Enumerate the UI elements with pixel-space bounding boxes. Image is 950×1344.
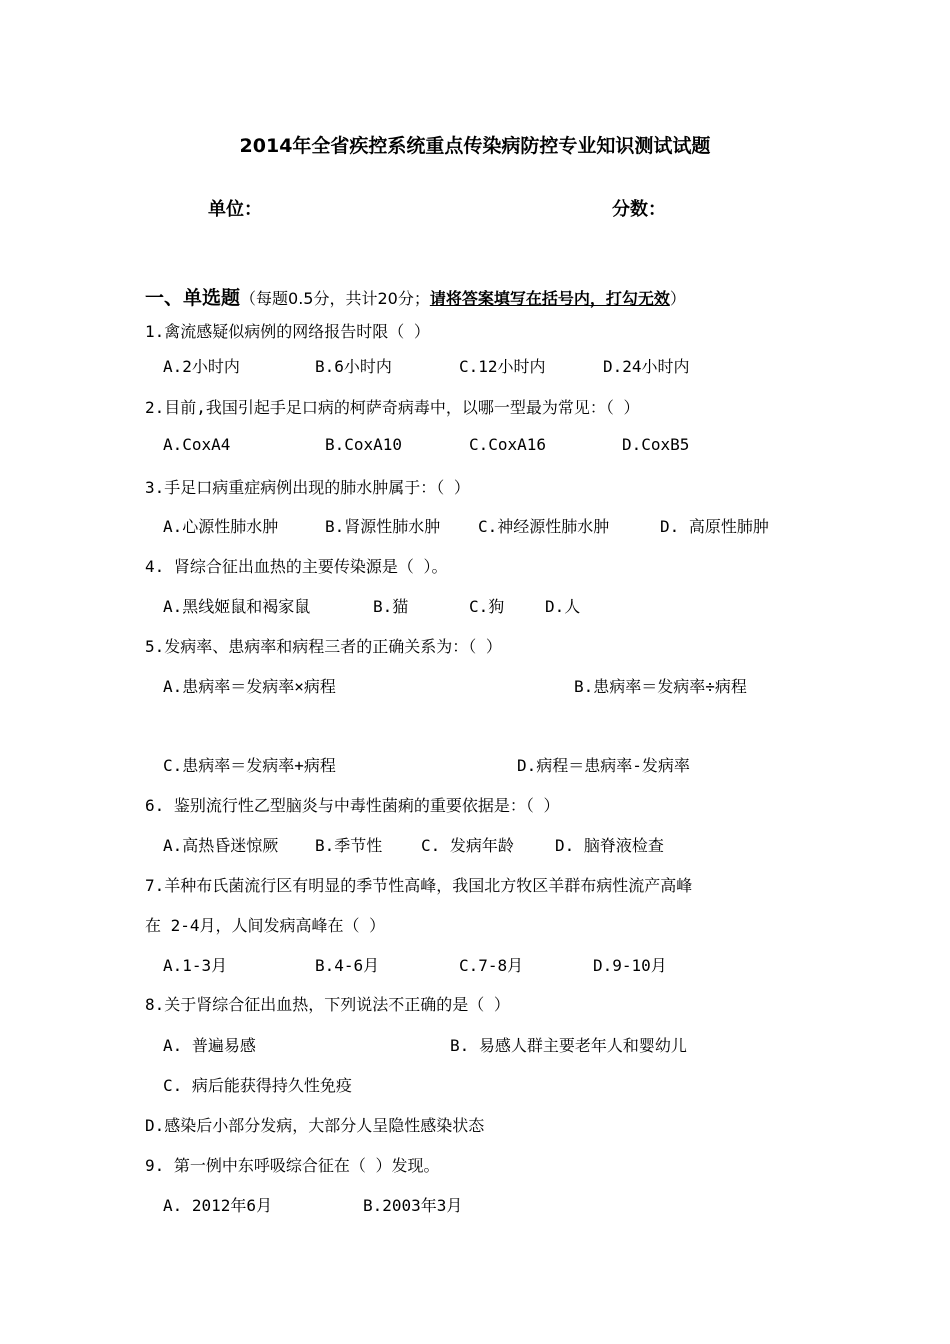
question-8: 8.关于肾综合征出血热，下列说法不正确的是（ ） bbox=[145, 995, 510, 1014]
q6-option-d: D. 脑脊液检查 bbox=[555, 836, 664, 855]
score-label: 分数： bbox=[612, 199, 666, 220]
q3-option-d: D. 高原性肺肿 bbox=[660, 517, 769, 536]
q3-option-a: A.心源性肺水肿 bbox=[163, 517, 279, 536]
q7-option-d: D.9-10月 bbox=[593, 956, 667, 975]
q4-option-d: D.人 bbox=[545, 597, 581, 616]
question-6: 6. 鉴别流行性乙型脑炎与中毒性菌痢的重要依据是：（ ） bbox=[145, 796, 560, 815]
question-1: 1.禽流感疑似病例的网络报告时限（ ） bbox=[145, 322, 430, 341]
q1-option-c: C.12小时内 bbox=[459, 357, 546, 376]
unit-label: 单位： bbox=[208, 199, 262, 220]
q8-option-b: B. 易感人群主要老年人和婴幼儿 bbox=[450, 1036, 687, 1055]
q6-option-c: C. 发病年龄 bbox=[421, 836, 514, 855]
q5-option-b: B.患病率＝发病率÷病程 bbox=[574, 677, 747, 696]
q4-option-b: B.猫 bbox=[373, 597, 409, 616]
q5-option-c: C.患病率＝发病率+病程 bbox=[163, 756, 336, 775]
q1-option-b: B.6小时内 bbox=[315, 357, 392, 376]
q5-option-a: A.患病率＝发病率×病程 bbox=[163, 677, 336, 696]
question-4: 4. 肾综合征出血热的主要传染源是（ ）。 bbox=[145, 557, 448, 576]
q4-option-a: A.黑线姬鼠和褐家鼠 bbox=[163, 597, 311, 616]
q7-option-c: C.7-8月 bbox=[459, 956, 524, 975]
q7-option-a: A.1-3月 bbox=[163, 956, 228, 975]
q7-option-b: B.4-6月 bbox=[315, 956, 380, 975]
question-7-line-1: 7.羊种布氏菌流行区有明显的季节性高峰，我国北方牧区羊群布病性流产高峰 bbox=[145, 876, 693, 895]
q1-option-a: A.2小时内 bbox=[163, 357, 240, 376]
q8-option-a: A. 普遍易感 bbox=[163, 1036, 256, 1055]
question-7-line-2: 在 2-4月，人间发病高峰在（ ） bbox=[145, 916, 386, 935]
q2-option-d: D.CoxB5 bbox=[622, 435, 690, 454]
q8-option-d: D.感染后小部分发病，大部分人呈隐性感染状态 bbox=[145, 1116, 485, 1135]
q2-option-b: B.CoxA10 bbox=[325, 435, 403, 454]
section-note-close: ） bbox=[669, 289, 686, 308]
q9-option-a: A. 2012年6月 bbox=[163, 1196, 273, 1215]
question-9: 9. 第一例中东呼吸综合征在（ ）发现。 bbox=[145, 1156, 440, 1175]
q3-option-c: C.神经源性肺水肿 bbox=[478, 517, 610, 536]
q6-option-b: B.季节性 bbox=[315, 836, 383, 855]
q1-option-d: D.24小时内 bbox=[603, 357, 690, 376]
section-note-underlined: 请将答案填写在括号内，打勾无效 bbox=[429, 289, 670, 308]
section-title: 一、单选题 bbox=[145, 287, 241, 309]
question-2: 2.目前,我国引起手足口病的柯萨奇病毒中，以哪一型最为常见：（ ） bbox=[145, 398, 640, 417]
section-note: （每题0.5分，共计20分； bbox=[240, 289, 430, 308]
question-5: 5.发病率、患病率和病程三者的正确关系为：（ ） bbox=[145, 637, 502, 656]
question-3: 3.手足口病重症病例出现的肺水肿属于：（ ） bbox=[145, 478, 470, 497]
q3-option-b: B.肾源性肺水肿 bbox=[325, 517, 441, 536]
q2-option-a: A.CoxA4 bbox=[163, 435, 231, 454]
q8-option-c: C. 病后能获得持久性免疫 bbox=[163, 1076, 352, 1095]
q6-option-a: A.高热昏迷惊厥 bbox=[163, 836, 279, 855]
q2-option-c: C.CoxA16 bbox=[469, 435, 547, 454]
q9-option-b: B.2003年3月 bbox=[363, 1196, 463, 1215]
section-heading bbox=[145, 283, 686, 310]
q5-option-d: D.病程＝患病率-发病率 bbox=[517, 756, 690, 775]
page-title: 2014年全省疾控系统重点传染病防控专业知识测试试题 bbox=[239, 135, 711, 157]
q4-option-c: C.狗 bbox=[469, 597, 505, 616]
